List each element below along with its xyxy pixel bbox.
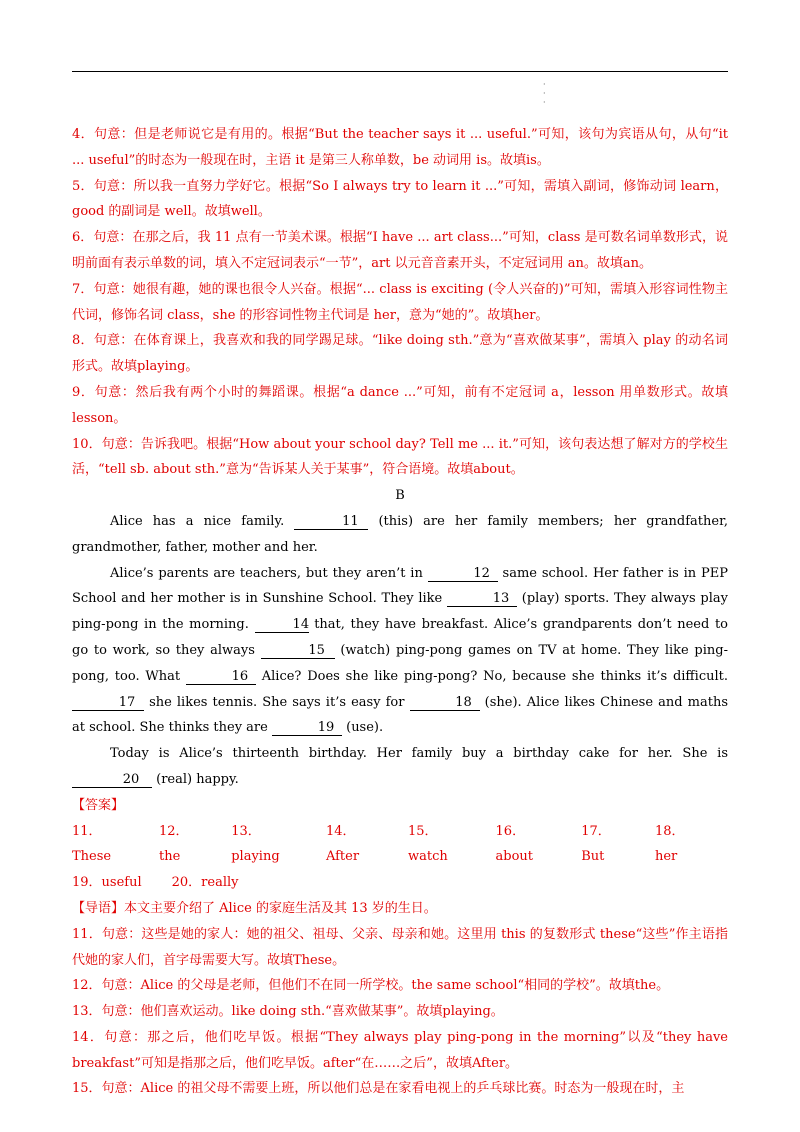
answer-item: 19．useful (72, 875, 142, 891)
passage-text: (use). (341, 720, 384, 736)
explanation-5: 5．句意：所以我一直努力学好它。根据“So I always try to learn it ...”可知，需填入副词，修饰动词 learn，good 的副词是 well。故填well。 (72, 178, 728, 220)
explanation-15: 15．句意：Alice 的祖父母不需要上班，所以他们总是在家看电视上的乒乓球比赛。时态为一般现在时，主 (72, 1081, 685, 1097)
answer-item: 18．her (654, 823, 685, 865)
passage-text: Today is Alice’s thirteenth birthday. Her family buy a birthday cake for her. She is (110, 746, 728, 762)
blank-18: 18 (410, 695, 480, 711)
passage-text: same school. Her father is in PEP School and her mother is in Sunshine School. They like (72, 565, 728, 607)
blank-15: 15 (261, 643, 335, 659)
explanation-7: 7．句意：她很有趣，她的课也很令人兴奋。根据“... class is exciting (令人兴奋的)”可知，需填入形容词性物主代词，修饰名词 class，she 的形容词性物主代词是 her，意为“她的”。故填her。 (72, 281, 728, 323)
explanation-14: 14．句意：那之后，他们吃早饭。根据“They always play ping-pong in the morning”以及“they have breakfast”可知是指那之后，他们吃早饭。after“在……之后”，故填After。 (72, 1029, 728, 1071)
passage-text: that, they have breakfast. Alice’s grandparents don’t need to go to work, so they always (72, 617, 729, 658)
blank-16: 16 (186, 669, 256, 685)
passage-text: Alice has a nice family. (110, 513, 295, 529)
guide-text: 【导语】本文主要介绍了 Alice 的家庭生活及其 13 岁的生日。 (72, 900, 437, 916)
blank-11: 11 (294, 514, 368, 530)
section-label: B (395, 488, 405, 504)
passage-text: (she). Alice likes Chinese and maths at school. She thinks they are (72, 694, 728, 736)
answer-item: 15．watch (407, 823, 448, 865)
answers-row-2 (72, 870, 728, 896)
explanation-6: 6．句意：在那之后，我 11 点有一节美术课。根据“I have ... art class...”可知，class 是可数名词单数形式，说明前面有表示单数的词，填入不定冠词表示“一节”，art 以元音音素开头，不定冠词用 an。故填an。 (72, 230, 728, 271)
explanation-4: 4．句意：但是老师说它是有用的。根据“But the teacher says it ... useful.”可知，该句为宾语从句，从句“it ... useful”的时态为一般现在时，主语 it 是第三人称单数，be 动词用 is。故填is。 (72, 127, 728, 168)
explanation-10: 10．句意：告诉我吧。根据“How about your school day? Tell me ... it.”可知，该句表达想了解对方的学校生活，“tell sb. about sth.”意为“告诉某人关于某事”，符合语境。故填about。 (72, 436, 728, 478)
passage-text: (play) sports. They always play ping-pong in the morning. (72, 591, 729, 633)
passage-text: (real) happy. (152, 771, 239, 787)
blank-12: 12 (428, 566, 498, 582)
explanations-bottom (72, 922, 728, 1103)
decorative-dots: · · · (543, 80, 546, 107)
answer-item: 17．But (581, 823, 611, 865)
passage-text: Alice’s parents are teachers, but they aren’t in (110, 565, 428, 581)
passage-paragraph-3 (72, 741, 728, 793)
explanation-13: 13．句意：他们喜欢运动。like doing sth.“喜欢做某事”。故填playing。 (72, 1004, 504, 1020)
explanation-9: 9．句意：然后我有两个小时的舞蹈课。根据“a dance ...”可知，前有不定冠词 a，lesson 用单数形式。故填lesson。 (72, 384, 728, 426)
explanation-8: 8．句意：在体育课上，我喜欢和我的同学踢足球。“like doing sth.”意为“喜欢做某事”，需填入 play 的动名词形式。故填playing。 (72, 333, 728, 375)
answer-item: 11．These (72, 823, 112, 865)
blank-17: 17 (72, 695, 144, 711)
passage-text: Alice? Does she like ping-pong? No, because she thinks it’s difficult. (255, 668, 728, 684)
blank-14: 14 (255, 617, 309, 633)
answer-header: 【答案】 (72, 797, 125, 813)
passage-text: (this) are her family members; her grandfather, grandmother, father, mother and her. (72, 513, 728, 555)
explanations-top (72, 122, 728, 483)
blank-13: 13 (447, 591, 517, 607)
blank-20: 20 (72, 772, 152, 788)
passage-paragraph-1 (72, 509, 728, 561)
passage-text: she likes tennis. She says it’s easy for (144, 694, 410, 710)
answer-item: 12．the (159, 823, 189, 865)
passage-text: (watch) ping-pong games on TV at home. They like ping-pong, too. What (72, 642, 728, 684)
explanation-11: 11．句意：这些是她的家人：她的祖父、祖母、父亲、母亲和她。这里用 this 的复数形式 these“这些”作主语指代她的家人们，首字母需要大写。故填These。 (72, 926, 728, 968)
answer-item: 13．playing (231, 823, 280, 865)
explanation-12: 12．句意：Alice 的父母是老师，但他们不在同一所学校。the same school“相同的学校”。故填the。 (72, 978, 670, 994)
blank-19: 19 (272, 720, 342, 736)
answer-item: 14．After (325, 823, 360, 865)
header-rule (72, 71, 728, 72)
passage-paragraph-2 (72, 561, 728, 742)
answers-row-1 (72, 819, 728, 871)
page-content (72, 122, 728, 1102)
answer-item: 16．about (495, 823, 534, 865)
answer-item: 20．really (171, 875, 239, 891)
